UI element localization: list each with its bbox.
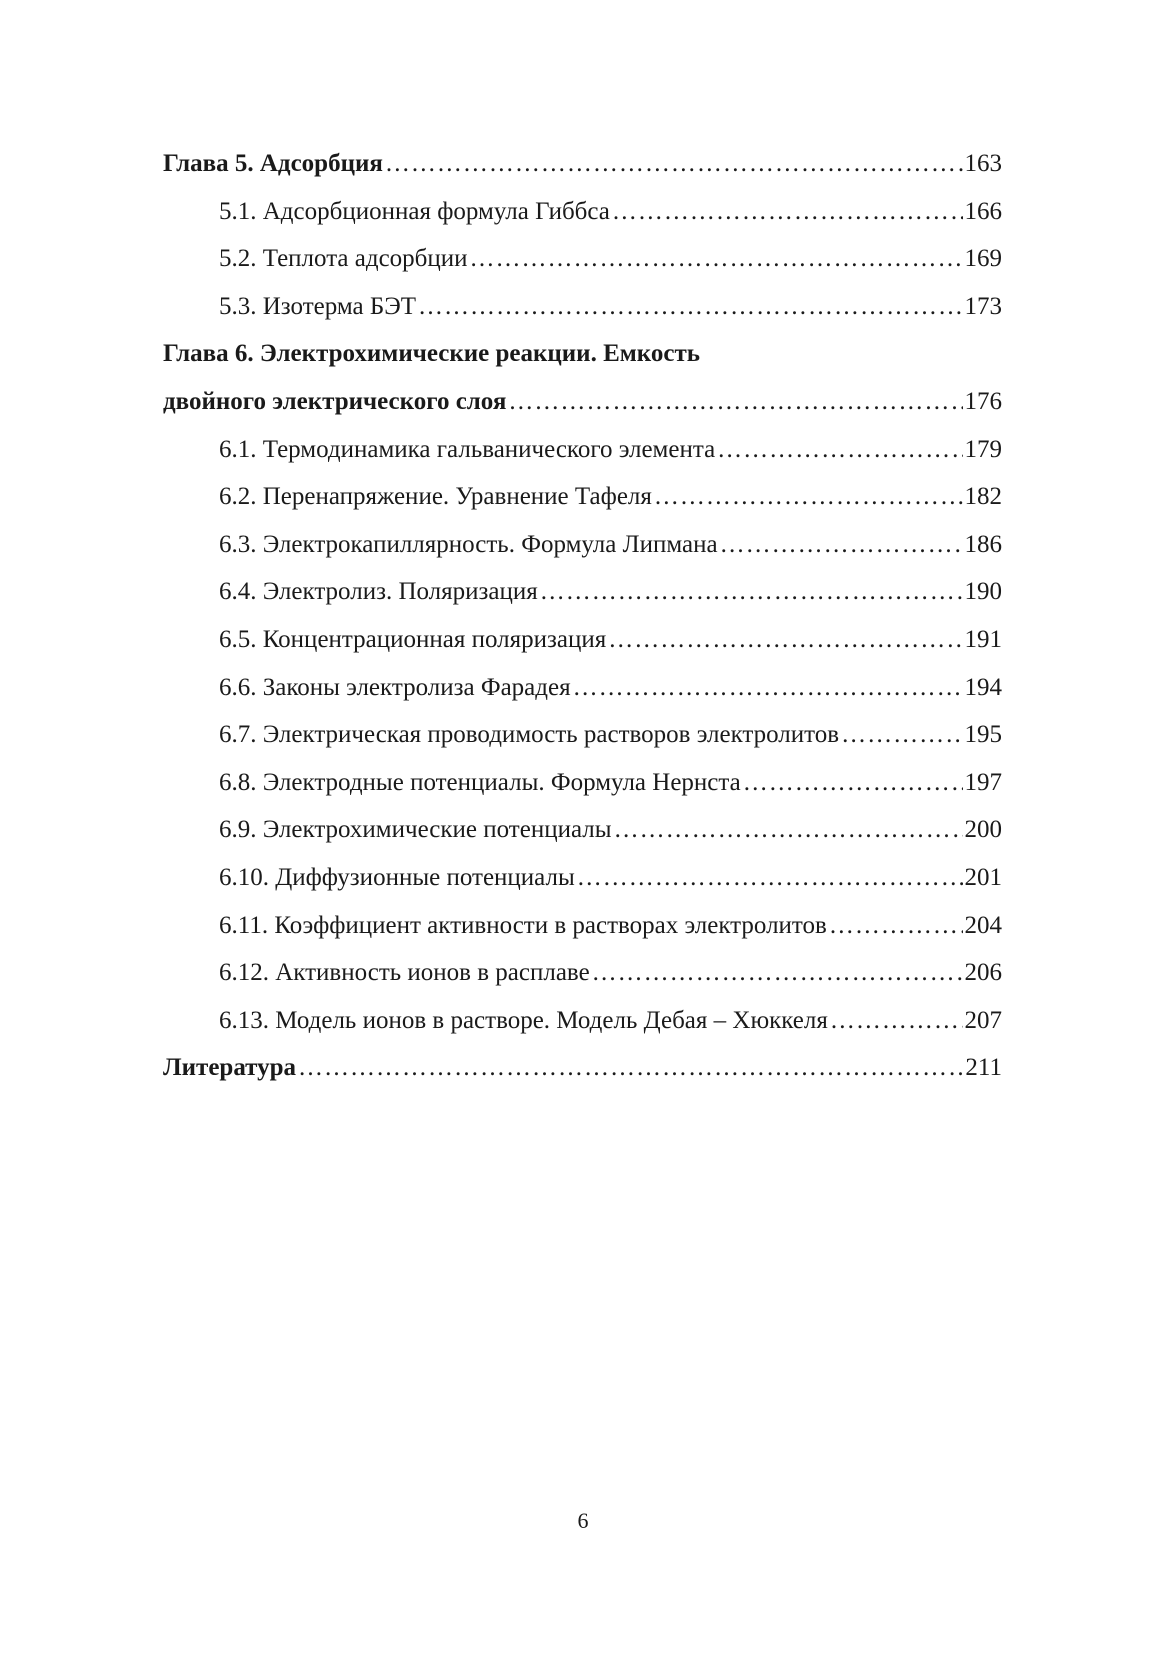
toc-entry-page: 176 bbox=[964, 387, 1002, 415]
toc-dot-leader bbox=[385, 140, 963, 188]
toc-entry-title: 6.13. Модель ионов в растворе. Модель Дебая – Хюккеля bbox=[219, 1006, 828, 1034]
toc-entry bbox=[163, 664, 1002, 712]
toc-entry-title: двойного электрического слоя bbox=[163, 387, 507, 415]
toc-entry-title: 6.1. Термодинамика гальванического элемента bbox=[219, 435, 716, 463]
toc-entry-title: 6.3. Электрокапиллярность. Формула Липмана bbox=[219, 530, 718, 558]
toc-entry bbox=[163, 854, 1002, 902]
toc-dot-leader bbox=[654, 473, 963, 521]
toc-entry-title: 6.4. Электролиз. Поляризация bbox=[219, 578, 538, 606]
toc-entry-title: 6.8. Электродные потенциалы. Формула Нернста bbox=[219, 768, 741, 796]
toc-entry bbox=[163, 568, 1002, 616]
toc-entry bbox=[163, 188, 1002, 236]
toc-entry-title: 6.2. Перенапряжение. Уравнение Тафеля bbox=[219, 483, 652, 511]
toc-entry-page: 166 bbox=[964, 197, 1002, 225]
toc-entry-page: 204 bbox=[964, 911, 1002, 939]
toc-entry-page: 182 bbox=[964, 483, 1002, 511]
toc-entry-page: 190 bbox=[964, 578, 1002, 606]
toc-entry bbox=[163, 997, 1002, 1045]
toc-entry bbox=[163, 473, 1002, 521]
toc-entry-page: 194 bbox=[964, 673, 1002, 701]
toc-dot-leader bbox=[470, 235, 963, 283]
toc-dot-leader bbox=[829, 902, 963, 950]
toc-entry-title: 6.12. Активность ионов в расплаве bbox=[219, 959, 590, 987]
toc-entry bbox=[163, 949, 1002, 997]
toc-entry bbox=[163, 140, 1002, 188]
toc-dot-leader bbox=[830, 997, 963, 1045]
toc-entry-title: 6.10. Диффузионные потенциалы bbox=[219, 863, 575, 891]
toc-entry-page: 211 bbox=[965, 1054, 1002, 1082]
toc-entry bbox=[163, 235, 1002, 283]
toc-entry-title: 5.1. Адсорбционная формула Гиббса bbox=[219, 197, 610, 225]
toc-entry-page: 197 bbox=[964, 768, 1002, 796]
toc-dot-leader bbox=[540, 568, 963, 616]
toc-entry-page: 195 bbox=[964, 721, 1002, 749]
toc-entry-page: 201 bbox=[964, 863, 1002, 891]
toc-dot-leader bbox=[508, 378, 962, 426]
toc-entry-title: 6.5. Концентрационная поляризация bbox=[219, 625, 607, 653]
toc-dot-leader bbox=[743, 759, 963, 807]
toc-entry bbox=[163, 902, 1002, 950]
toc-entry-page: 179 bbox=[964, 435, 1002, 463]
toc-entry-title: 5.3. Изотерма БЭТ bbox=[219, 292, 416, 320]
toc-dot-leader bbox=[608, 616, 962, 664]
toc-entry bbox=[163, 426, 1002, 474]
toc-dot-leader bbox=[592, 949, 963, 997]
toc-entry bbox=[163, 1044, 1002, 1092]
toc-dot-leader bbox=[717, 426, 962, 474]
toc-entry bbox=[163, 283, 1002, 331]
toc-dot-leader bbox=[841, 711, 962, 759]
toc-dot-leader bbox=[298, 1044, 963, 1092]
toc-dot-leader bbox=[577, 854, 963, 902]
toc-entry-title: 5.2. Теплота адсорбции bbox=[219, 245, 468, 273]
toc-entry-title: Глава 5. Адсорбция bbox=[163, 150, 383, 177]
toc-entry-title: Глава 6. Электрохимические реакции. Емкость bbox=[163, 340, 700, 368]
toc-dot-leader bbox=[418, 283, 963, 331]
toc-entry bbox=[163, 521, 1002, 569]
page-number: 6 bbox=[577, 1508, 589, 1533]
toc-entry-title: 6.7. Электрическая проводимость растворов электролитов bbox=[219, 721, 840, 749]
toc-entry bbox=[163, 759, 1002, 807]
toc-entry-page: 163 bbox=[964, 150, 1002, 177]
toc-entry-title: 6.6. Законы электролиза Фарадея bbox=[219, 673, 571, 701]
toc-entry-page: 186 bbox=[964, 530, 1002, 558]
toc-entry-page: 169 bbox=[964, 245, 1002, 273]
table-of-contents bbox=[163, 140, 1002, 1092]
toc-entry-title: Литература bbox=[163, 1054, 297, 1082]
toc-entry bbox=[163, 330, 1002, 378]
toc-dot-leader bbox=[614, 806, 963, 854]
toc-entry-page: 206 bbox=[964, 959, 1002, 987]
toc-entry bbox=[163, 616, 1002, 664]
toc-entry bbox=[163, 378, 1002, 426]
toc-entry-page: 207 bbox=[964, 1006, 1002, 1034]
toc-entry-title: 6.11. Коэффициент активности в растворах электролитов bbox=[219, 911, 827, 939]
toc-dot-leader bbox=[720, 521, 963, 569]
toc-entry-page: 200 bbox=[964, 816, 1002, 844]
toc-entry bbox=[163, 711, 1002, 759]
toc-entry-page: 173 bbox=[964, 292, 1002, 320]
toc-dot-leader bbox=[573, 664, 963, 712]
toc-entry-title: 6.9. Электрохимические потенциалы bbox=[219, 816, 612, 844]
toc-entry bbox=[163, 806, 1002, 854]
toc-entry-page: 191 bbox=[964, 625, 1002, 653]
toc-dot-leader bbox=[612, 188, 963, 236]
